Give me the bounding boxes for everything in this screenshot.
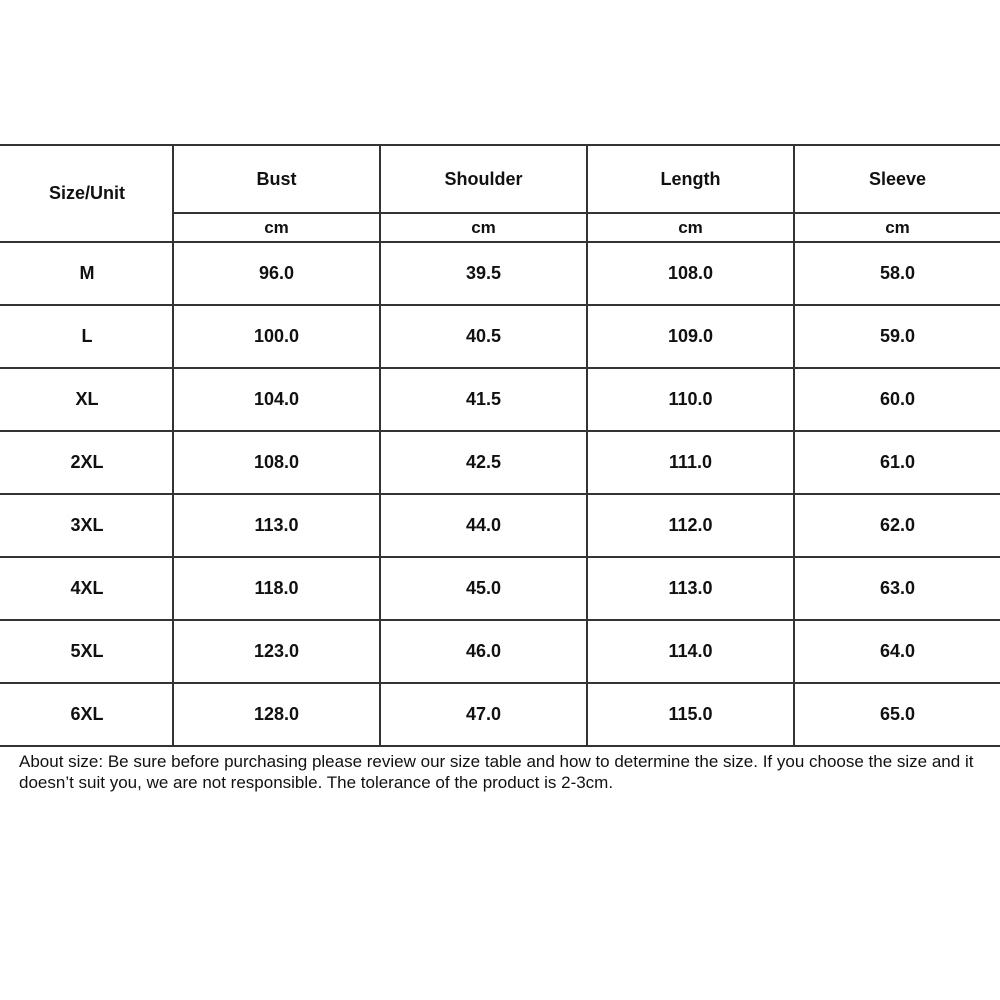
bust-cell: 123.0 xyxy=(173,620,380,683)
unit-sleeve: cm xyxy=(794,213,1000,242)
shoulder-cell: 44.0 xyxy=(380,494,587,557)
shoulder-cell: 40.5 xyxy=(380,305,587,368)
bust-cell: 128.0 xyxy=(173,683,380,746)
length-cell: 110.0 xyxy=(587,368,794,431)
table-row xyxy=(1,242,1000,305)
table-row xyxy=(1,368,1000,431)
size-disclaimer-note: About size: Be sure before purchasing please review our size table and how to determine the size. If you choose the size and it doesn’t suit you, we are not responsible. The tolerance of the product is 2-3cm. xyxy=(19,752,974,792)
bust-cell: 104.0 xyxy=(173,368,380,431)
header-row xyxy=(1,145,1000,213)
size-cell: L xyxy=(1,305,173,368)
bust-cell: 113.0 xyxy=(173,494,380,557)
sleeve-cell: 61.0 xyxy=(794,431,1000,494)
size-cell: 6XL xyxy=(1,683,173,746)
table-row xyxy=(1,557,1000,620)
unit-length: cm xyxy=(587,213,794,242)
sleeve-cell: 59.0 xyxy=(794,305,1000,368)
size-cell: 5XL xyxy=(1,620,173,683)
header-sleeve: Sleeve xyxy=(794,145,1000,213)
shoulder-cell: 45.0 xyxy=(380,557,587,620)
bust-cell: 100.0 xyxy=(173,305,380,368)
length-cell: 113.0 xyxy=(587,557,794,620)
size-cell: 3XL xyxy=(1,494,173,557)
size-cell: XL xyxy=(1,368,173,431)
sleeve-cell: 58.0 xyxy=(794,242,1000,305)
bust-cell: 118.0 xyxy=(173,557,380,620)
table-row xyxy=(1,305,1000,368)
shoulder-cell: 41.5 xyxy=(380,368,587,431)
sleeve-cell: 63.0 xyxy=(794,557,1000,620)
length-cell: 115.0 xyxy=(587,683,794,746)
header-shoulder: Shoulder xyxy=(380,145,587,213)
shoulder-cell: 46.0 xyxy=(380,620,587,683)
sleeve-cell: 60.0 xyxy=(794,368,1000,431)
shoulder-cell: 47.0 xyxy=(380,683,587,746)
size-unit-header: Size/Unit xyxy=(1,145,173,242)
length-cell: 114.0 xyxy=(587,620,794,683)
sleeve-cell: 65.0 xyxy=(794,683,1000,746)
sleeve-cell: 64.0 xyxy=(794,620,1000,683)
table-row xyxy=(1,494,1000,557)
unit-shoulder: cm xyxy=(380,213,587,242)
unit-bust: cm xyxy=(173,213,380,242)
shoulder-cell: 39.5 xyxy=(380,242,587,305)
length-cell: 109.0 xyxy=(587,305,794,368)
length-cell: 108.0 xyxy=(587,242,794,305)
size-cell: 2XL xyxy=(1,431,173,494)
bust-cell: 108.0 xyxy=(173,431,380,494)
table-row xyxy=(1,431,1000,494)
length-cell: 111.0 xyxy=(587,431,794,494)
size-chart-table xyxy=(0,144,1000,747)
sleeve-cell: 62.0 xyxy=(794,494,1000,557)
table-row xyxy=(1,683,1000,746)
table-row xyxy=(1,620,1000,683)
header-length: Length xyxy=(587,145,794,213)
size-cell: 4XL xyxy=(1,557,173,620)
header-bust: Bust xyxy=(173,145,380,213)
size-cell: M xyxy=(1,242,173,305)
shoulder-cell: 42.5 xyxy=(380,431,587,494)
length-cell: 112.0 xyxy=(587,494,794,557)
bust-cell: 96.0 xyxy=(173,242,380,305)
